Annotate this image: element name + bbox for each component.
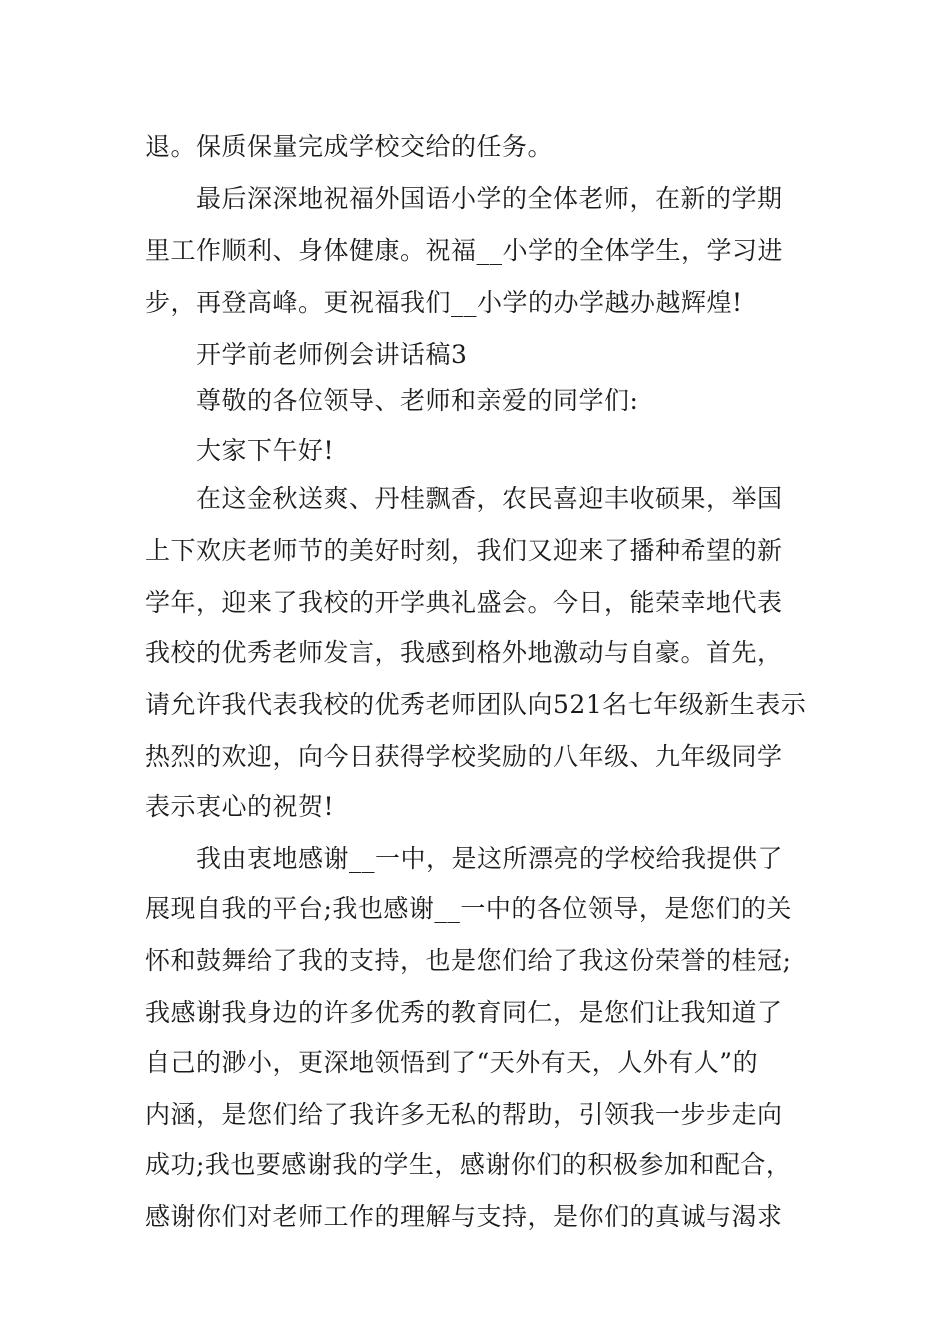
text-line-1: 退。保质保量完成学校交给的任务。 <box>145 132 554 161</box>
text-line-21: 成功;我也要感谢我的学生，感谢你们的积极参加和配合， <box>145 1150 792 1179</box>
greeting: 大家下午好! <box>196 436 335 465</box>
text-line-16: 展现自我的平台;我也感谢__一中的各位领导，是您们的关 <box>145 894 792 923</box>
text-line-11: 我校的优秀老师发言，我感到格外地激动与自豪。首先， <box>145 638 783 667</box>
text-line-12: 请允许我代表我校的优秀老师团队向521名七年级新生表示 <box>145 690 807 719</box>
text-line-19: 自己的渺小，更深地领悟到了“天外有天，人外有人”的 <box>145 1048 759 1077</box>
text-line-2: 最后深深地祝福外国语小学的全体老师，在新的学期 <box>196 184 783 213</box>
text-line-3: 里工作顺利、身体健康。祝福__小学的全体学生，学习进 <box>145 236 784 265</box>
text-line-17: 怀和鼓舞给了我的支持，也是您们给了我这份荣誉的桂冠; <box>145 946 792 975</box>
text-line-22: 感谢你们对老师工作的理解与支持，是你们的真诚与渴求 <box>145 1202 783 1231</box>
text-line-13: 热烈的欢迎，向今日获得学校奖励的八年级、九年级同学 <box>145 742 783 771</box>
text-line-18: 我感谢我身边的许多优秀的教育同仁，是您们让我知道了 <box>145 998 783 1027</box>
text-line-15: 我由衷地感谢__一中，是这所漂亮的学校给我提供了 <box>196 844 784 873</box>
text-line-9: 上下欢庆老师节的美好时刻，我们又迎来了播种希望的新 <box>145 536 783 565</box>
text-line-14: 表示衷心的祝贺! <box>145 792 335 821</box>
text-line-4: 步，再登高峰。更祝福我们__小学的办学越办越辉煌! <box>145 288 743 317</box>
salutation: 尊敬的各位领导、老师和亲爱的同学们: <box>196 386 639 415</box>
section-heading: 开学前老师例会讲话稿3 <box>196 340 468 369</box>
text-line-10: 学年，迎来了我校的开学典礼盛会。今日，能荣幸地代表 <box>145 588 783 617</box>
text-line-8: 在这金秋送爽、丹桂飘香，农民喜迎丰收硕果，举国 <box>196 484 783 513</box>
text-line-20: 内涵，是您们给了我许多无私的帮助，引领我一步步走向 <box>145 1100 783 1129</box>
